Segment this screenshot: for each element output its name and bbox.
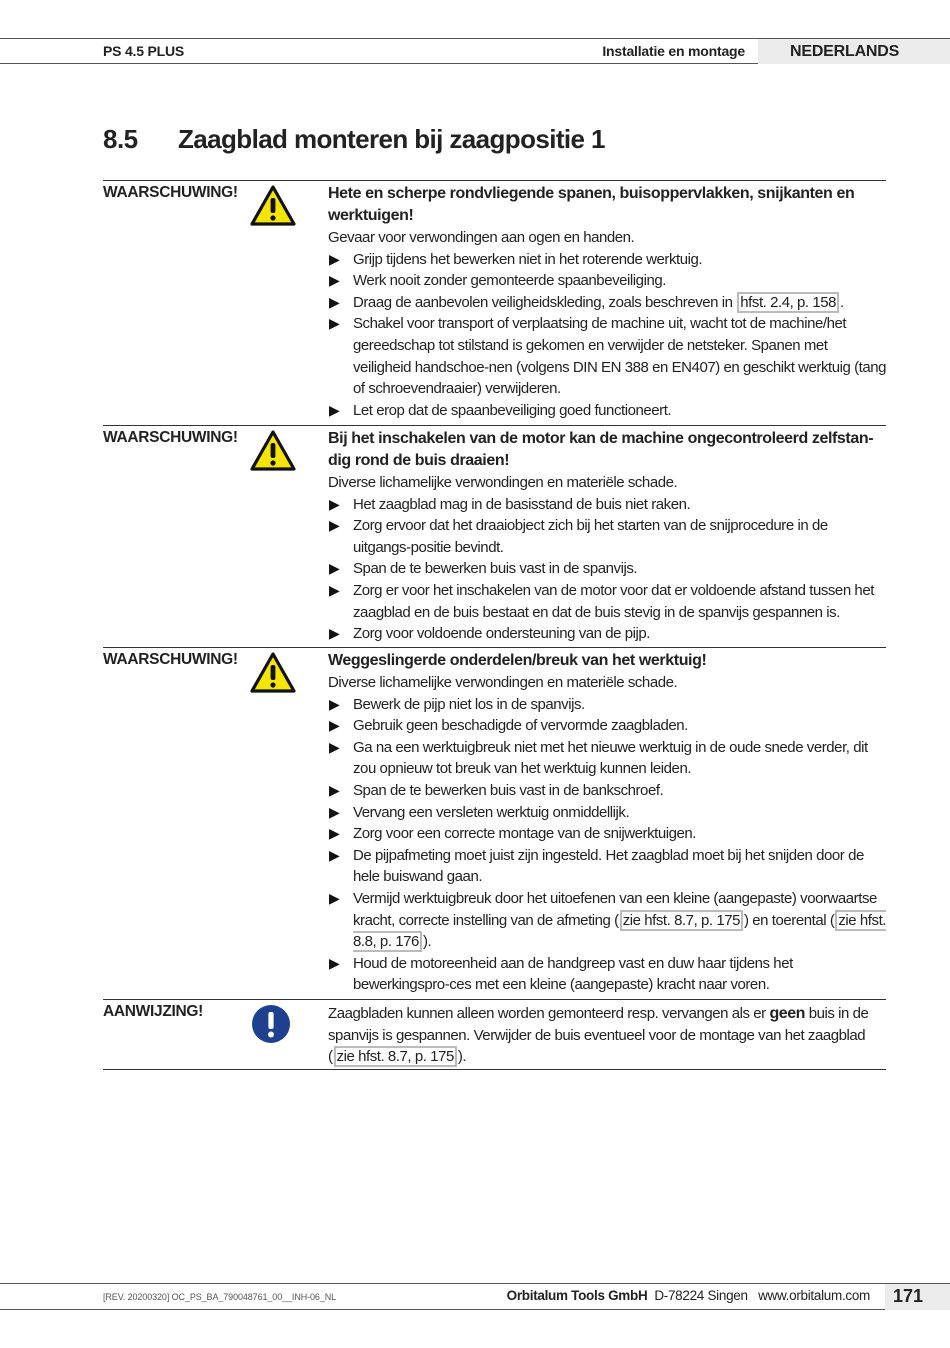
- bullet-arrow-icon: ▶: [329, 803, 340, 820]
- hint-text: Zaagbladen kunnen alleen worden gemonteerd resp. vervangen als er geen buis in de spanvijs is gespannen. Verwijder de buis eventueel voor de montage van het zaagblad ( zie hfst. 8.7, p. 175 ).: [328, 1005, 869, 1066]
- list-item: ▶ Draag de aanbevolen veiligheidskleding, zoals beschreven in hfst. 2.4, p. 158 .: [328, 292, 888, 314]
- list-item: ▶ Vermijd werktuigbreuk door het uitoefenen van een kleine (aangepaste) voorwaartse kracht, correcte instelling van de afmeting ( zie hfst. 8.7, p. 175 ) en toerental ( zie hfst. 8.8, p. 176 ).: [329, 889, 887, 951]
- notice-intro: Diverse lichamelijke verwondingen en materiële schade.: [328, 474, 678, 491]
- notice-list: [328, 494, 888, 645]
- list-item: ▶ Werk nooit zonder gemonteerde spaanbeveiliging.: [328, 270, 888, 292]
- warning-triangle-icon: [250, 651, 296, 693]
- list-item: ▶ Ga na een werktuigbreuk niet met het nieuwe werktuig in de oude snede verder, dit zou opnieuw tot breuk van het werktuig kunnen leiden.: [329, 738, 868, 778]
- page-number: 171: [893, 1286, 924, 1306]
- list-item: ▶ Grijp tijdens het bewerken niet in het roterende werktuig.: [328, 249, 888, 271]
- notice-body: [328, 428, 888, 645]
- notice-label: WAARSCHUWING!: [103, 429, 238, 446]
- bullet-arrow-icon: ▶: [329, 846, 340, 863]
- list-item: ▶ Zorg er voor het inschakelen van de motor voor dat er voldoende afstand tussen het zaagblad en de buis bestaat en dat de buis stevig in de spanvijs gespannen is.: [329, 581, 874, 621]
- list-item: ▶ Bewerk de pijp niet los in de spanvijs.: [328, 694, 888, 716]
- notice-body: [328, 650, 888, 996]
- hint-body: [328, 1003, 888, 1068]
- section-title: Zaagblad monteren bij zaagpositie 1: [178, 124, 605, 154]
- cross-reference-link[interactable]: zie hfst. 8.8, p. 176: [353, 911, 887, 951]
- bullet-arrow-icon: ▶: [329, 717, 340, 734]
- bullet-arrow-icon: ▶: [329, 250, 340, 267]
- notice-body: [328, 183, 888, 421]
- bullet-arrow-icon: ▶: [329, 738, 340, 755]
- cross-reference-link[interactable]: hfst. 2.4, p. 158: [737, 292, 839, 313]
- list-item: ▶ Zorg voor een correcte montage van de snijwerktuigen.: [328, 823, 888, 845]
- footer-rule-top: [0, 1283, 950, 1284]
- list-item: ▶ Zorg ervoor dat het draaiobject zich bij het starten van de snijprocedure in de uitgangs-positie bevindt.: [329, 517, 828, 556]
- header-product: PS 4.5 PLUS: [103, 43, 185, 59]
- bullet-arrow-icon: ▶: [329, 272, 340, 289]
- bullet-arrow-icon: ▶: [329, 401, 340, 418]
- cross-reference-link[interactable]: zie hfst. 8.7, p. 175: [334, 1046, 457, 1067]
- notice-label: WAARSCHUWING!: [103, 651, 238, 668]
- cross-reference-link[interactable]: zie hfst. 8.7, p. 175: [620, 910, 743, 931]
- footer-rule-bottom: [0, 1309, 885, 1310]
- bullet-arrow-icon: ▶: [329, 315, 340, 332]
- notice-title: Bij het inschakelen van de motor kan de machine ongecontroleerd zelfstan-dig rond de buis draaien!: [328, 430, 874, 469]
- bullet-arrow-icon: ▶: [329, 293, 340, 310]
- header-section: Installatie en montage: [602, 43, 745, 59]
- notice-title: Hete en scherpe rondvliegende spanen, buisoppervlakken, snijkanten en werktuigen!: [328, 185, 855, 224]
- footer-company-info: Orbitalum Tools GmbH D-78224 Singen www.orbitalum.com: [506, 1288, 870, 1303]
- bullet-arrow-icon: ▶: [329, 954, 340, 971]
- bullet-arrow-icon: ▶: [329, 889, 340, 906]
- list-item: ▶ Span de te bewerken buis vast in de spanvijs.: [328, 558, 888, 580]
- bullet-arrow-icon: ▶: [329, 495, 340, 512]
- footer-revision: [REV. 20200320] OC_PS_BA_790048761_00__INH-06_NL: [103, 1292, 337, 1302]
- bullet-arrow-icon: ▶: [329, 825, 340, 842]
- bullet-arrow-icon: ▶: [329, 781, 340, 798]
- bullet-arrow-icon: ▶: [329, 560, 340, 577]
- notice-intro: Gevaar voor verwondingen aan ogen en handen.: [328, 229, 635, 246]
- notice-list: [328, 694, 888, 996]
- hint-label: AANWIJZING!: [103, 1003, 204, 1020]
- warning-triangle-icon: [250, 184, 296, 226]
- list-item: ▶ Zorg voor voldoende ondersteuning van de pijp.: [328, 623, 888, 645]
- header-language: NEDERLANDS: [790, 43, 900, 60]
- list-item: ▶ Schakel voor transport of verplaatsing de machine uit, wacht tot de machine/het gereedschap tot stilstand is gekomen en verwijder de netsteker. Spanen met veiligheid handschoe-nen (volgens DIN EN 388 en EN407) en geschikt werktuig (tang of schroevendraaier) verwijderen.: [329, 315, 887, 398]
- list-item: ▶ De pijpafmeting moet juist zijn ingesteld. Het zaagblad moet bij het snijden door de hele buiswand gaan.: [329, 846, 864, 886]
- notice-divider: [103, 647, 886, 648]
- list-item: ▶ Vervang een versleten werktuig onmiddellijk.: [328, 802, 888, 824]
- notice-divider: [103, 180, 886, 181]
- notice-divider: [103, 425, 886, 426]
- warning-triangle-icon: [250, 429, 296, 471]
- list-item: ▶ Span de te bewerken buis vast in de bankschroef.: [328, 780, 888, 802]
- section-number: 8.5: [103, 124, 138, 154]
- notice-label: WAARSCHUWING!: [103, 184, 238, 201]
- bullet-arrow-icon: ▶: [329, 695, 340, 712]
- bullet-arrow-icon: ▶: [329, 581, 340, 598]
- notice-intro: Diverse lichamelijke verwondingen en materiële schade.: [328, 674, 678, 691]
- notice-divider: [103, 999, 886, 1000]
- notice-list: [328, 249, 888, 422]
- header-rule-bottom: [0, 63, 758, 64]
- bullet-arrow-icon: ▶: [329, 517, 340, 534]
- list-item: ▶ Gebruik geen beschadigde of vervormde zaagbladen.: [328, 715, 888, 737]
- bullet-arrow-icon: ▶: [329, 625, 340, 642]
- list-item: ▶ Let erop dat de spaanbeveiliging goed functioneert.: [328, 400, 888, 422]
- notice-divider: [103, 1069, 886, 1070]
- notice-title: Weggeslingerde onderdelen/breuk van het werktuig!: [328, 652, 707, 669]
- list-item: ▶ Het zaagblad mag in de basisstand de buis niet raken.: [328, 494, 888, 516]
- info-exclamation-icon: [251, 1004, 291, 1044]
- list-item: ▶ Houd de motoreenheid aan de handgreep vast en duw haar tijdens het bewerkingspro-ces met een kleine (aangepaste) kracht naar voren.: [329, 954, 793, 994]
